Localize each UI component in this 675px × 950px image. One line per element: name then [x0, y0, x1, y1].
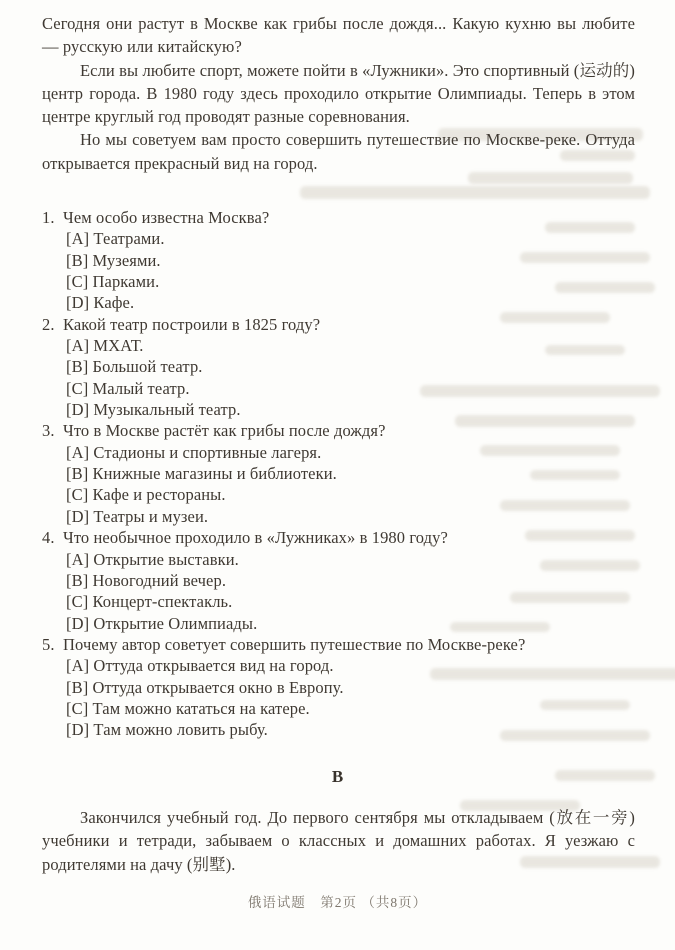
- question-number: 3.: [42, 421, 55, 441]
- question-5: [42, 634, 642, 741]
- question-4: [42, 527, 642, 634]
- passage-a-paragraph-1: Сегодня они растут в Москве как грибы после дождя... Какую кухню вы любите — русскую или китайскую?: [42, 14, 635, 57]
- question-number: 4.: [42, 528, 55, 548]
- question-3: [42, 420, 642, 527]
- question-4-option-a: [A] Открытие выставки.: [66, 549, 239, 569]
- question-1-option-b: [B] Музеями.: [66, 250, 161, 270]
- question-2: [42, 314, 642, 421]
- question-3-option-d: [D] Театры и музеи.: [66, 506, 209, 526]
- question-2-stem: [42, 314, 642, 335]
- question-3-stem: [42, 420, 642, 441]
- question-1: [42, 207, 642, 314]
- section-b-heading: В: [331, 767, 344, 786]
- question-number: 1.: [42, 208, 55, 227]
- passage-a: [42, 12, 635, 175]
- question-2-option-b: [B] Большой театр.: [66, 357, 203, 377]
- question-5-option-a: [A] Оттуда открывается вид на город.: [66, 656, 334, 676]
- question-4-stem: [42, 527, 642, 548]
- question-text: Какой театр построили в 1825 году?: [63, 314, 321, 334]
- question-text: Что необычное проходило в «Лужниках» в 1980 году?: [63, 528, 448, 548]
- question-2-option-c: [C] Малый театр.: [66, 378, 190, 398]
- question-number: 2.: [42, 314, 55, 334]
- question-5-stem: [42, 634, 642, 655]
- question-5-option-c: [C] Там можно кататься на катере.: [66, 698, 310, 718]
- question-1-stem: [42, 207, 642, 228]
- question-5-option-d: [D] Там можно ловить рыбу.: [66, 720, 268, 740]
- bleed-mark: [300, 186, 650, 199]
- question-4-option-d: [D] Открытие Олимпиады.: [66, 613, 258, 633]
- question-text: Что в Москве растёт как грибы после дождя?: [63, 421, 386, 441]
- passage-a-paragraph-3: Но мы советуем вам просто совершить путешествие по Москве-реке. Оттуда открывается прекрасный вид на город.: [42, 130, 635, 173]
- question-1-option-a: [A] Театрами.: [66, 229, 165, 249]
- question-5-option-b: [B] Оттуда открывается окно в Европу.: [66, 677, 344, 697]
- question-3-option-c: [C] Кафе и рестораны.: [66, 485, 226, 505]
- passage-b-paragraph-1: Закончился учебный год. До первого сентября мы откладываем (放在一旁) учебники и тетради, забываем о классных и домашних работах. Я уезжаю с родителями на дачу (别墅).: [42, 808, 635, 874]
- question-text: Чем особо известна Москва?: [63, 208, 270, 227]
- question-3-option-a: [A] Стадионы и спортивные лагеря.: [66, 442, 322, 462]
- question-4-option-c: [C] Концерт-спектакль.: [66, 592, 233, 612]
- question-3-option-b: [B] Книжные магазины и библиотеки.: [66, 464, 337, 484]
- question-2-option-a: [A] МХАТ.: [66, 336, 144, 356]
- question-1-option-c: [C] Парками.: [66, 272, 160, 292]
- page-footer: 俄语试题 第2页 （共8页）: [247, 895, 428, 910]
- passage-b: [42, 806, 635, 876]
- question-4-option-b: [B] Новогодний вечер.: [66, 570, 227, 590]
- question-text: Почему автор советует совершить путешествие по Москве-реке?: [63, 634, 526, 654]
- question-number: 5.: [42, 634, 55, 654]
- question-2-option-d: [D] Музыкальный театр.: [66, 400, 241, 420]
- question-list: [42, 207, 642, 741]
- question-1-option-d: [D] Кафе.: [66, 293, 135, 313]
- passage-a-paragraph-2: Если вы любите спорт, можете пойти в «Лужники». Это спортивный (运动的) центр города. В 1980 году здесь проходило открытие Олимпиады. Теперь в этом центре круглый год проводят разные соревнования.: [42, 60, 635, 127]
